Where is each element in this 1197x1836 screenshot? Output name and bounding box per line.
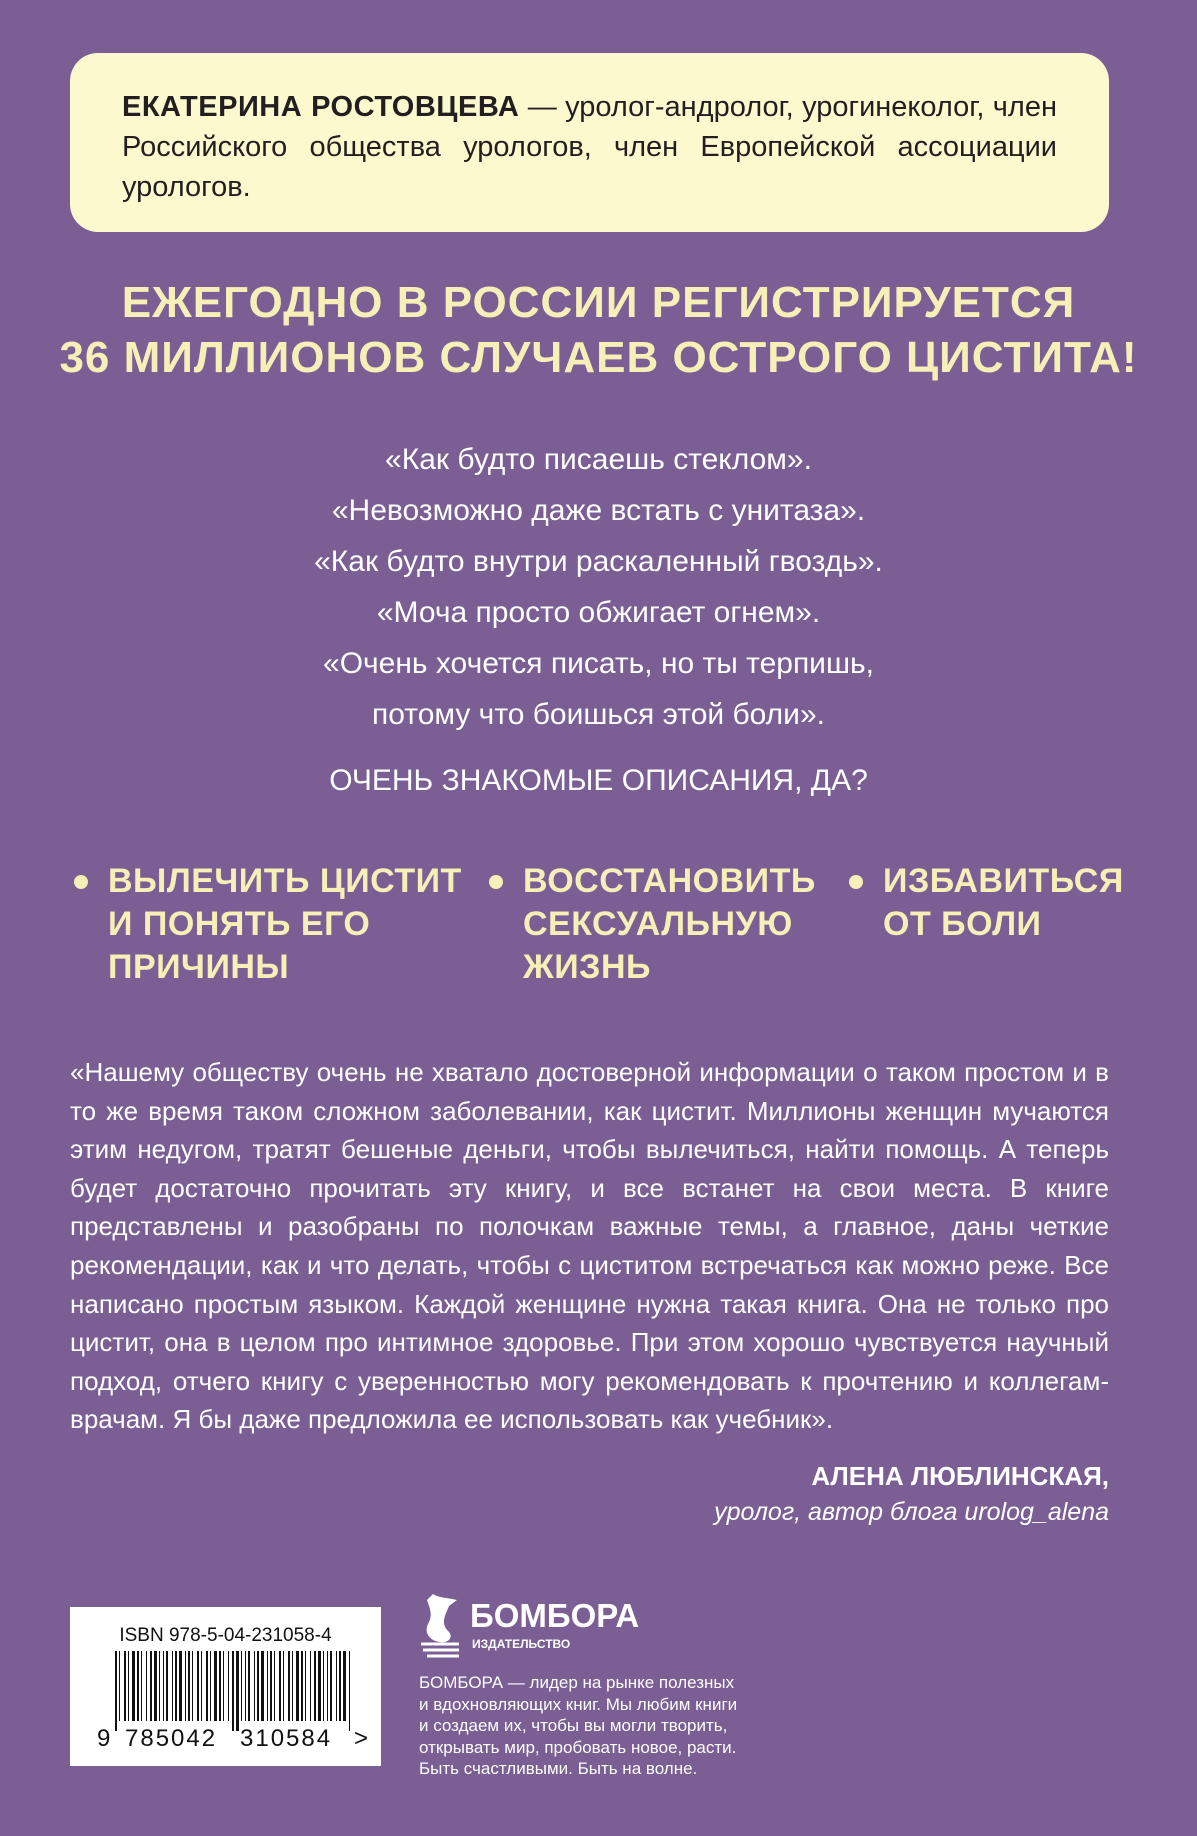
author-description: — уролог-андролог, урогинеколог, член Российского общества урологов, член Европейской ассоциации урологов. <box>122 91 1057 203</box>
quote: «Как будто внутри раскаленный гвоздь». <box>314 545 883 578</box>
bullet-dot-icon <box>849 875 863 889</box>
barcode <box>70 1607 381 1766</box>
bullet-line: ВЫЛЕЧИТЬ ЦИСТИТ <box>108 862 462 900</box>
barcode-digits: 310584 <box>240 1725 333 1752</box>
author-card <box>70 53 1109 232</box>
bullet-3 <box>883 860 1124 946</box>
review-text: «Нашему обществу очень не хватало достоверной информации о таком простом и в то же время таком сложном заболевании, как цистит. Миллионы женщин мучаются этим недугом, тратят бешеные деньги, чтобы вылечиться, найти помощь. А теперь будет достаточно прочитать эту книгу, и все встанет на свои места. В книге представлены и разобраны по полочкам важные темы, а главное, даны четкие рекомендации, как и что делать, чтобы с циститом встречаться как можно реже. Все написано простым языком. Каждой женщине нужна такая книга. Она не только про цистит, она в целом про интимное здоровье. При этом хорошо чувствуется научный подход, отчего книгу с уверенностью могу рекомендовать к прочтению и коллегам-врачам. Я бы даже предложила ее использовать как учебник». <box>70 1057 1109 1435</box>
quote: «Очень хочется писать, но ты терпишь, <box>323 647 874 680</box>
barcode-arrow: > <box>354 1725 369 1752</box>
bullet-line: И ПОНЯТЬ ЕГО <box>108 905 371 943</box>
quote: «Невозможно даже встать с унитаза». <box>331 494 866 527</box>
bullet-line: ИЗБАВИТЬСЯ <box>883 862 1124 900</box>
quote: потому что боишься этой боли». <box>372 698 825 731</box>
quote: «Как будто писаешь стеклом». <box>385 443 812 476</box>
headline-line-1: ЕЖЕГОДНО В РОССИИ РЕГИСТРИРУЕТСЯ <box>121 278 1076 327</box>
quote: «Моча просто обжигает огнем». <box>376 596 821 629</box>
publisher-sub: ИЗДАТЕЛЬСТВО <box>472 1637 571 1651</box>
author-name: ЕКАТЕРИНА РОСТОВЦЕВА <box>122 91 520 123</box>
reviewer-role: уролог, автор блога urolog_alena <box>714 1498 1109 1526</box>
barcode-digit: 9 <box>97 1725 111 1752</box>
headline-line-2: 36 МИЛЛИОНОВ СЛУЧАЕВ ОСТРОГО ЦИСТИТА! <box>59 333 1138 382</box>
bullet-line: ПРИЧИНЫ <box>108 948 290 986</box>
publisher-line: Быть счастливыми. Быть на волне. <box>419 1759 698 1779</box>
barcode-bars-icon <box>115 1651 351 1731</box>
publisher-line: и вдохновляющих книг. Мы любим книги <box>419 1694 738 1714</box>
bombora-logo-icon <box>419 1592 461 1658</box>
publisher-name: БОМБОРА <box>470 1597 640 1634</box>
bullet-dot-icon <box>74 875 88 889</box>
isbn-text: ISBN 978-5-04-231058-4 <box>119 1625 332 1646</box>
bullet-2 <box>523 860 816 989</box>
bullet-line: ОТ БОЛИ <box>883 905 1042 943</box>
bullet-line: СЕКСУАЛЬНУЮ <box>523 905 793 943</box>
publisher-line: и создаем их, чтобы вы могли творить, <box>419 1716 728 1736</box>
quotes <box>0 434 1197 740</box>
bullet-1 <box>108 860 462 989</box>
publisher-description <box>419 1672 737 1780</box>
bullet-dot-icon <box>489 875 503 889</box>
barcode-digits: 785042 <box>125 1725 218 1752</box>
publisher-line: открывать мир, пробовать новое, расти. <box>419 1737 737 1757</box>
question: ОЧЕНЬ ЗНАКОМЫЕ ОПИСАНИЯ, ДА? <box>329 764 868 797</box>
publisher-line: БОМБОРА — лидер на рынке полезных <box>419 1673 735 1692</box>
bullet-line: ВОССТАНОВИТЬ <box>523 862 816 900</box>
bullet-line: ЖИЗНЬ <box>523 948 651 986</box>
reviewer-name: АЛЕНА ЛЮБЛИНСКАЯ, <box>811 1461 1109 1491</box>
